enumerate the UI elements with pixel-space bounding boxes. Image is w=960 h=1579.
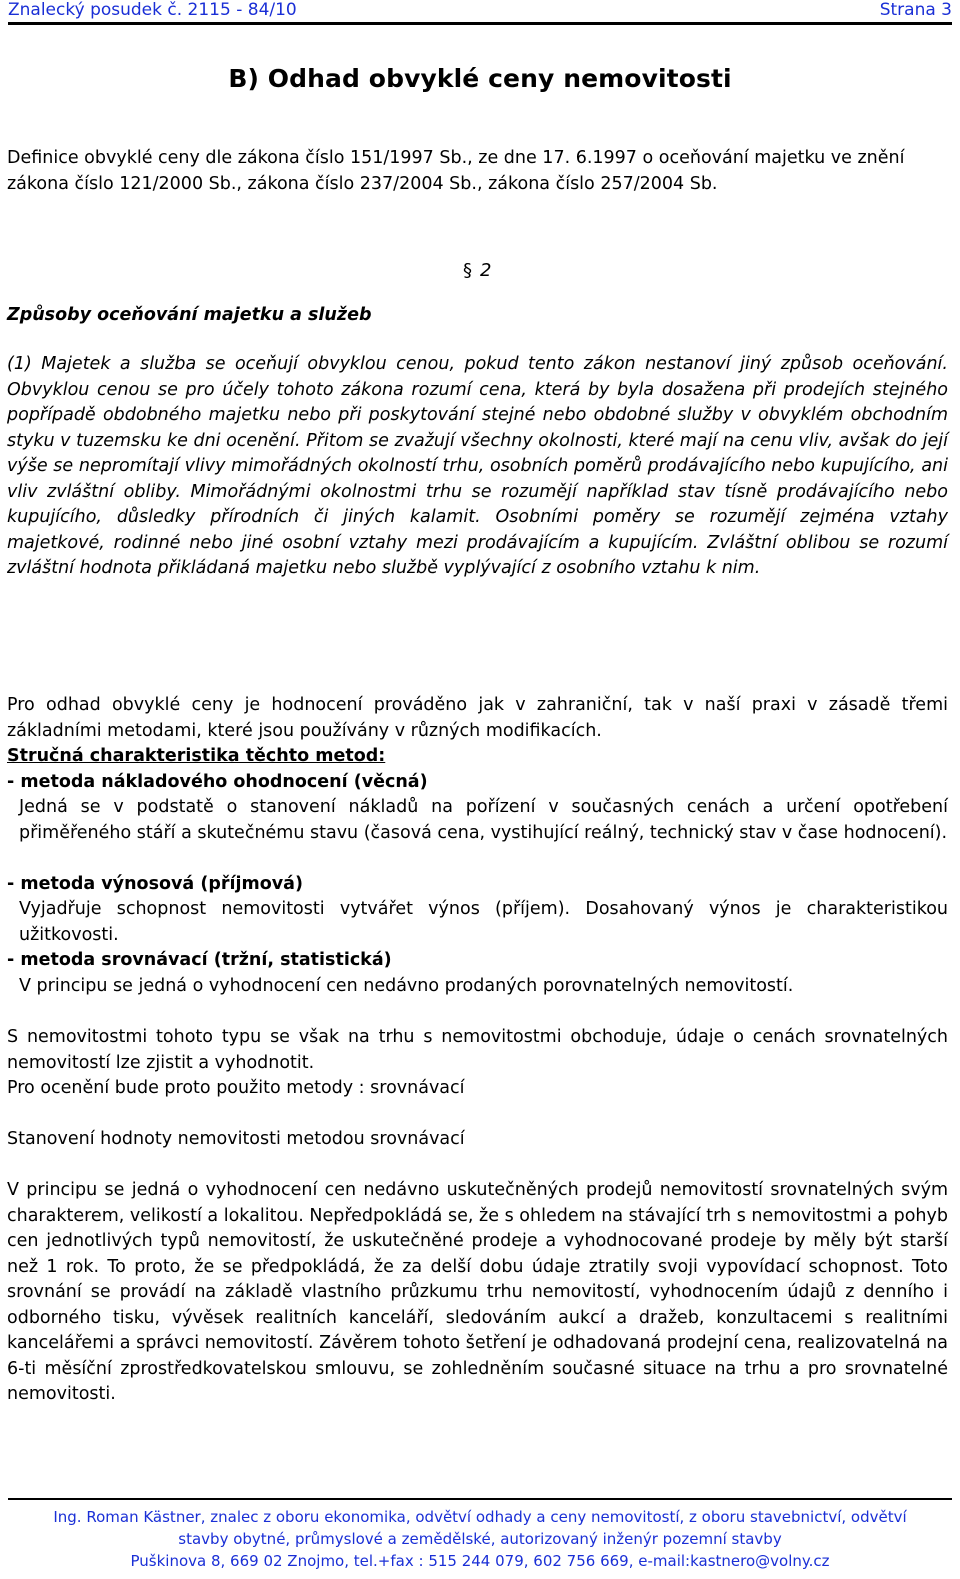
method-cost-name: - metoda nákladového ohodnocení (věcná)	[7, 772, 428, 792]
section-mark	[463, 260, 491, 281]
method-comparative-name: - metoda srovnávací (tržní, statistická)	[7, 950, 392, 970]
method-cost-desc: Jedná se v podstatě o stanovení nákladů na pořízení v současných cenách a určení opotřebení přiměřeného stáří a skutečnému stavu (časová cena, vystihující reálný, technický stav v čase hodnocení).	[19, 797, 948, 843]
method-income-desc: Vyjadřuje schopnost nemovitosti vytvářet výnos (příjem). Dosahovaný výnos je charakteristikou užitkovosti.	[19, 899, 948, 945]
section-number: 2	[480, 260, 492, 281]
intro-paragraph: Pro odhad obvyklé ceny je hodnocení prováděno jak v zahraniční, tak v naší praxi v zásadě třemi základními metodami, které jsou používány v různých modifikacích.	[7, 695, 948, 741]
footer-line-1: Ing. Roman Kästner, znalec z oboru ekonomika, odvětví odhady a ceny nemovitostí, z oboru stavebnictví, odvětví	[53, 1508, 907, 1526]
page-header	[8, 0, 952, 25]
methods-heading	[7, 744, 948, 770]
market-note: S nemovitostmi tohoto typu se však na trhu s nemovitostmi obchoduje, údaje o cenách srovnatelných nemovitostí lze zjistit a vyhodnotit.	[7, 1027, 948, 1073]
methods-heading-text: Stručná charakteristika těchto metod:	[7, 746, 386, 766]
comparative-heading: Stanovení hodnoty nemovitosti metodou srovnávací	[7, 1129, 465, 1149]
page-footer	[8, 1498, 952, 1579]
law-quote-text: (1) Majetek a služba se oceňují obvyklou cenou, pokud tento zákon nestanoví jiný způsob oceňování. Obvyklou cenou se pro účely tohoto zákona rozumí cena, která by byla dosažena při prodejích stejného popřípadě obdobného majetku nebo při poskytování stejné nebo obdobné služby v obvyklém obchodním styku v tuzemsku ke dni ocenění. Přitom se zvažují všechny okolnosti, které mají na cenu vliv, avšak do její výše se nepromítají vlivy mimořádných okolností trhu, osobních poměrů prodávajícího nebo kupujícího, ani vliv zvláštní obliby. Mimořádnými okolnostmi trhu se rozumějí například stav tísně prodávajícího nebo kupujícího, důsledky přírodních či jiných kalamit. Osobními poměry se rozumějí zejména vztahy majetkové, rodinné nebo jiné osobní vztahy mezi prodávajícím a kupujícím. Zvláštní oblibou se rozumí zvláštní hodnota přikládaná majetku nebo službě vyplývající z osobního vztahu k nim.	[7, 354, 948, 578]
definition-text: Definice obvyklé ceny dle zákona číslo 151/1997 Sb., ze dne 17. 6.1997 o oceňování majetku ve znění zákona číslo 121/2000 Sb., zákona číslo 237/2004 Sb., zákona číslo 257/2004 Sb.	[7, 148, 905, 194]
footer-line-2: stavby obytné, průmyslové a zemědělské, autorizovaný inženýr pozemní stavby	[178, 1530, 782, 1548]
method-comparative-desc: V principu se jedná o vyhodnocení cen nedávno prodaných porovnatelných nemovitostí.	[19, 976, 794, 996]
section-heading: Způsoby oceňování majetku a služeb	[7, 305, 372, 325]
page-title: B) Odhad obvyklé ceny nemovitosti	[228, 64, 732, 93]
page-number: Strana 3	[879, 0, 952, 20]
method-used: Pro ocenění bude proto použito metody : srovnávací	[7, 1078, 465, 1098]
comparative-text: V principu se jedná o vyhodnocení cen nedávno uskutečněných prodejů nemovitostí srovnatelných svým charakterem, velikostí a lokalitou. Nepředpokládá se, že s ohledem na stávající trh s nemovitostmi a pohyb cen jednotlivých typů nemovitostí, že uskutečněné prodeje a vyhodnocované prodeje by měly být starší než 1 rok. To proto, že se předpokládá, že za delší dobu údaje ztratily svoji vypovídací schopnost. Toto srovnání se provádí na základě vlastního průzkumu trhu nemovitostí, vyhodnocením údajů z denního i odborného tisku, vývěsek realitních kanceláří, sledováním aukcí a dražeb, konzultacemi s realitními kancelářemi a správci nemovitostí. Závěrem tohoto šetření je odhadovaná prodejní cena, realizovatelná na 6-ti měsíční zprostředkovatelskou smlouvu, se zohledněním současné situace na trhu a pro srovnatelné nemovitosti.	[7, 1180, 948, 1404]
footer-line-3: Puškinova 8, 669 02 Znojmo, tel.+fax : 515 244 079, 602 756 669, e-mail:kastnero@volny.cz	[130, 1552, 830, 1570]
section-symbol: §	[463, 260, 472, 281]
method-income-name: - metoda výnosová (příjmová)	[7, 874, 303, 894]
document-number: Znalecký posudek č. 2115 - 84/10	[8, 0, 297, 20]
